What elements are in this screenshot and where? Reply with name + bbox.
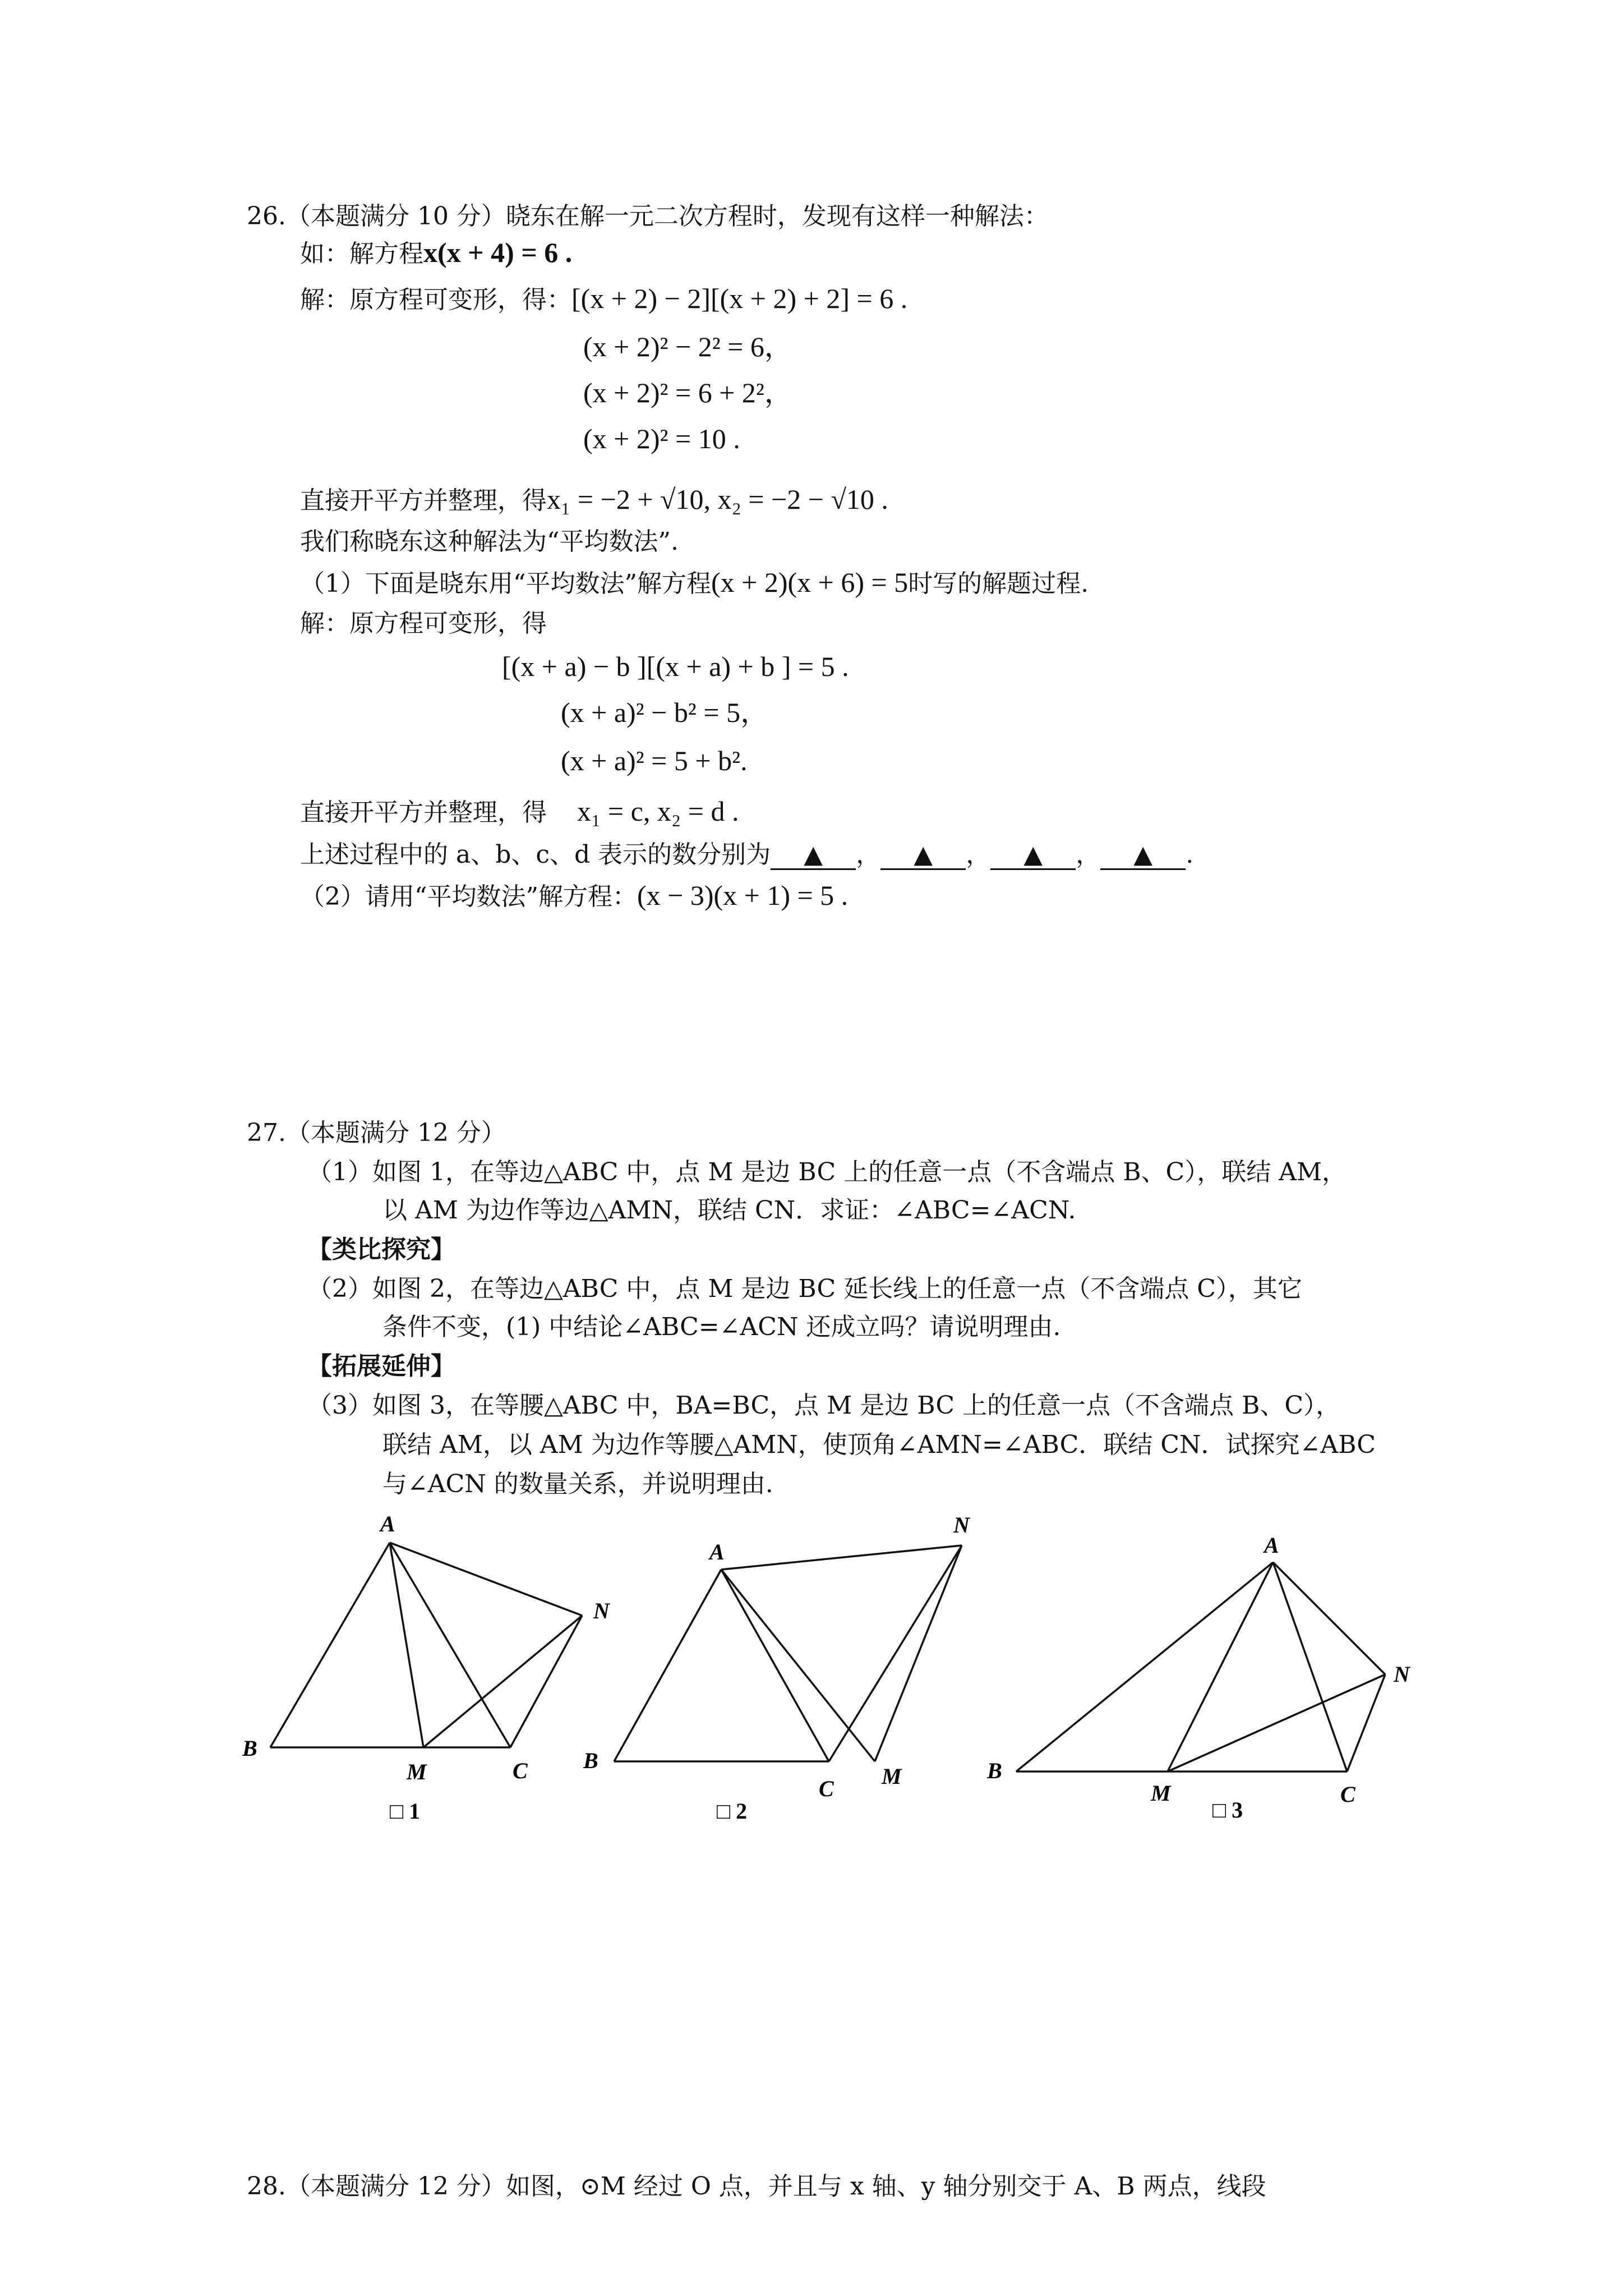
fig3-edge-am [1168,1562,1273,1772]
q26-p2-a: （2）请用“平均数法”解方程： [300,882,637,911]
fig2-label-b: B [583,1748,598,1773]
q26-p1-eq: (x + 2)(x + 6) = 5 [711,567,909,598]
answer-blank-c[interactable]: ▲ [990,841,1076,870]
q26-direct-eq: x₁ = −2 + √10, x₂ = −2 − √10 . [547,484,888,515]
fig2-edge-ab [614,1570,721,1761]
q26-sol-eq1: [(x + 2) − 2][(x + 2) + 2] = 6 . [571,283,908,314]
answer-blank-b[interactable]: ▲ [880,841,966,870]
fig1-label-n: N [593,1598,610,1623]
fig3-label-a: A [1264,1533,1279,1558]
q26-p1-question-text: 上述过程中的 a、b、c、d 表示的数分别为 [300,840,771,869]
q26-sol-label: 解：原方程可变形，得： [300,286,571,314]
fig2-label-a: A [709,1539,725,1565]
q26-p1-direct-label: 直接开平方并整理，得 [300,798,547,827]
fig2-edge-cn [829,1545,962,1761]
fig1-label-m: M [407,1759,427,1784]
q26-p1-eq3: (x + a)² = 5 + b². [561,745,748,776]
q26-part2 [300,878,848,914]
q26-example-eq: x(x + 4) = 6 . [423,237,573,268]
q26-p1-sol-label: 解：原方程可变形，得 [300,609,547,638]
q26-example [300,236,572,271]
fig3-label-m: M [1151,1780,1171,1806]
q26-p2-eq: (x − 3)(x + 1) = 5 . [637,880,849,911]
fig3-label-n: N [1394,1662,1410,1687]
q26-p1-question: 上述过程中的 a、b、c、d 表示的数分别为 ▲ ， ▲ ， ▲ ， ▲ . [300,840,1194,869]
fig1-edge-ab [270,1543,390,1747]
fig2-edge-mn [875,1545,962,1761]
fig3-edge-ab [1016,1562,1273,1772]
answer-blank-a[interactable]: ▲ [771,841,856,870]
q26-solution [300,282,907,317]
q27-header: 27.（本题满分 12 分） [247,1119,506,1147]
q26-direct [300,482,888,518]
fig1-label-b: B [242,1736,257,1761]
q26-direct-label: 直接开平方并整理，得 [300,486,547,515]
q26-p1-direct [300,794,739,830]
q27-p1-line2: 以 AM 为边作等边△AMN，联结 CN．求证：∠ABC=∠ACN. [382,1196,1076,1225]
q26-part1 [300,565,1089,601]
fig2-label-c: C [819,1776,834,1801]
fig2-label-n: N [953,1512,970,1538]
figure-1 [236,1503,628,1829]
q26-p1-b: 时写的解题过程. [908,569,1089,598]
q26-naming: 我们称晓东这种解法为“平均数法”. [300,527,679,556]
fig2-caption: □ 2 [717,1798,748,1824]
figure-2 [572,1503,998,1829]
q26-p1-eq1: [(x + a) − b ][(x + a) + b ] = 5 . [502,651,849,682]
fig3-edge-an [1273,1562,1385,1674]
fig2-edge-ac [721,1570,829,1761]
fig1-label-a: A [380,1511,395,1536]
fig1-edge-an [390,1543,582,1616]
figure-3 [976,1503,1469,1829]
fig1-caption: □ 1 [390,1798,421,1824]
fig1-edge-mn [423,1616,582,1747]
q26-header: 26.（本题满分 10 分）晓东在解一元二次方程时，发现有这样一种解法： [247,202,1049,231]
q27-p1-line1: （1）如图 1，在等边△ABC 中，点 M 是边 BC 上的任意一点（不含端点 B、C），联结 AM， [307,1158,1347,1186]
fig1-edge-ac [390,1543,510,1747]
fig1-edge-cn [510,1616,582,1747]
q27-section-extension: 【拓展延伸】 [307,1352,455,1381]
q28-header: 28.（本题满分 12 分）如图，⊙M 经过 O 点，并且与 x 轴、y 轴分别交于 A、B 两点，线段 [247,2172,1266,2201]
answer-blank-d[interactable]: ▲ [1100,841,1186,870]
q26-step1: (x + 2)² − 2² = 6， [583,331,792,362]
fig2-label-m: M [882,1764,902,1789]
q26-step2: (x + 2)² = 6 + 2²， [583,377,792,408]
q26-step3: (x + 2)² = 10 . [583,423,740,454]
q27-p3-line2: 联结 AM，以 AM 为边作等腰△AMN，使顶角∠AMN=∠ABC．联结 CN．试探究∠ABC [382,1430,1376,1459]
fig3-edge-ac [1273,1562,1347,1772]
q27-p2-line2: 条件不变，(1) 中结论∠ABC=∠ACN 还成立吗？请说明理由. [382,1313,1061,1341]
q26-p1-eq2: (x + a)² − b² = 5， [561,697,769,728]
q26-p1-direct-eq: x₁ = c, x₂ = d . [577,795,739,827]
fig3-label-b: B [987,1758,1002,1783]
q26-example-label: 如：解方程 [300,240,423,268]
fig3-label-c: C [1340,1782,1355,1807]
q26-p1-a: （1）下面是晓东用“平均数法”解方程 [300,569,711,598]
q27-p3-line3: 与∠ACN 的数量关系，并说明理由. [382,1470,773,1498]
fig2-edge-an [721,1545,962,1570]
q27-p2-line1: （2）如图 2，在等边△ABC 中，点 M 是边 BC 延长线上的任意一点（不含端点 C），其它 [307,1274,1302,1303]
fig3-caption: □ 3 [1212,1797,1243,1823]
q27-section-analogy: 【类比探究】 [307,1235,455,1264]
fig1-edge-am [390,1543,423,1747]
fig2-edge-am [721,1570,875,1761]
fig1-label-c: C [513,1758,528,1783]
q27-p3-line1: （3）如图 3，在等腰△ABC 中，BA=BC，点 M 是边 BC 上的任意一点（不含端点 B、C）， [307,1391,1340,1420]
